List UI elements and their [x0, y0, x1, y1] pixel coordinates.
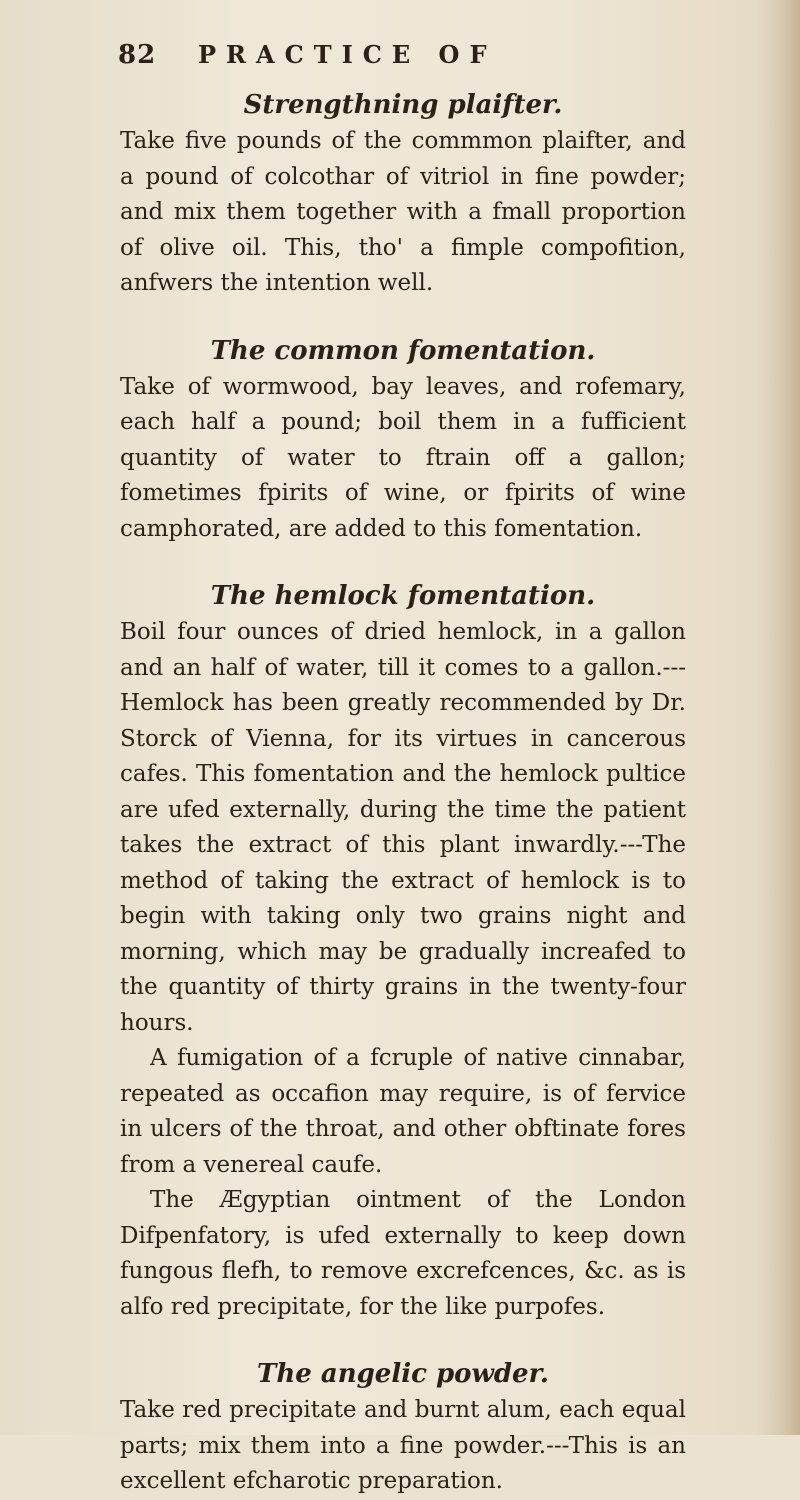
spacer — [120, 547, 686, 577]
section-strengthning-plaister — [120, 86, 686, 302]
section-heading: The hemlock fomentation. — [210, 581, 596, 611]
paragraph: Take five pounds of the commmon plaifter, and a pound of colcothar of vitriol in fine powder; and mix them together with a fmall proportion of olive oil. This, tho' a fimple compofition, anfwers the intention well. — [120, 128, 686, 296]
page-edge-shadow — [755, 0, 800, 1435]
section-heading: The angelic powder. — [257, 1359, 549, 1389]
paragraph: Take of wormwood, bay leaves, and rofemary, each half a pound; boil them in a fufficient quantity of water to ftrain off a gallon; fometimes fpirits of wine, or fpirits of wine camphorated, are added to this fomentation. — [120, 373, 686, 542]
paragraph: The Ægyptian ointment of the London Difpenfatory, is ufed externally to keep down fungous flefh, to remove excrefcences, &c. as is alfo red precipitate, for the like purpofes. — [120, 1187, 686, 1320]
page-body — [120, 86, 686, 1500]
section-angelic-powder — [120, 1355, 686, 1500]
section-heading: The common fomentation. — [210, 335, 596, 366]
paragraph: A fumigation of a fcruple of native cinnabar, repeated as occafion may require, is of fervice in ulcers of the throat, and other obftinate fores from a venereal caufe. — [120, 1045, 686, 1178]
running-head: PRACTICE OF — [198, 40, 497, 69]
section-common-fomentation — [120, 332, 686, 548]
paragraph: Take red precipitate and burnt alum, each equal parts; mix them into a fine powder.---This is an excellent efcharotic preparation. — [120, 1397, 686, 1494]
page-header — [118, 40, 678, 80]
section-hemlock-fomentation — [120, 577, 686, 1325]
paragraph: Boil four ounces of dried hemlock, in a gallon and an half of water, till it comes to a gallon.--- Hemlock has been greatly recommended by Dr. Storck of Vienna, for its virtues in cancerous cafes. This fomentation and the hemlock pultice are ufed externally, during the time the patient takes the extract of this plant inwardly.---The method of taking the extract of hemlock is to begin with taking only two grains night and morning, which may be gradually increafed to the quantity of thirty grains in the twenty-four hours. — [120, 619, 686, 1036]
spacer — [120, 1325, 686, 1355]
section-heading: Strengthning plaifter. — [243, 90, 563, 120]
spacer — [120, 302, 686, 332]
page-number: 82 — [118, 40, 157, 70]
